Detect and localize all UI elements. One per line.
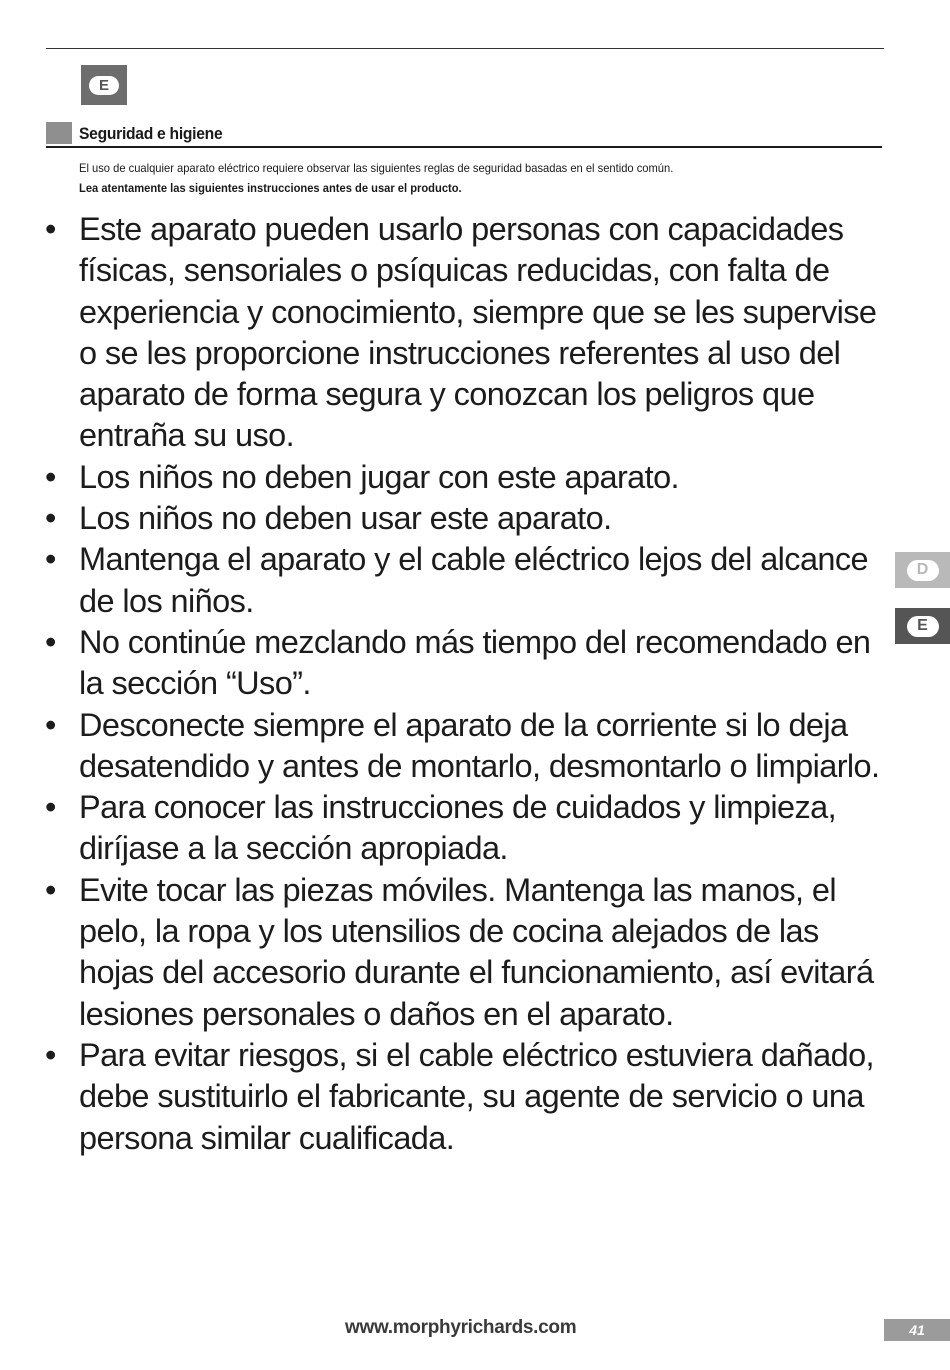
list-item-text: Los niños no deben usar este aparato.	[79, 500, 612, 537]
list-item	[45, 622, 885, 705]
bullet-icon: •	[45, 458, 56, 495]
list-item	[45, 457, 885, 498]
bullet-icon: •	[45, 1036, 56, 1073]
list-item	[45, 209, 885, 457]
list-item-text: Mantenga el aparato y el cable eléctrico lejos del alcance de los niños.	[79, 541, 869, 619]
list-item	[45, 539, 885, 622]
footer-url: www.morphyrichards.com	[345, 1317, 577, 1338]
language-badge	[81, 65, 127, 105]
bullet-icon: •	[45, 541, 56, 578]
list-item	[45, 870, 885, 1035]
list-item	[45, 787, 885, 870]
section-title: Seguridad e higiene	[79, 124, 223, 143]
list-item	[45, 705, 885, 788]
intro-text	[79, 158, 879, 198]
section-header	[46, 122, 882, 146]
list-item-text: No continúe mezclando más tiempo del recomendado en la sección “Uso”.	[79, 623, 871, 702]
bullet-icon: •	[45, 789, 56, 826]
bullet-icon: •	[45, 623, 56, 660]
list-item	[45, 498, 885, 539]
intro-warning-line: Lea atentamente las siguientes instrucciones antes de usar el producto.	[79, 181, 462, 195]
list-item	[45, 1035, 885, 1159]
bullet-icon: •	[45, 871, 56, 908]
list-item-text: Para conocer las instrucciones de cuidados y limpieza, diríjase a la sección apropiada.	[79, 789, 837, 867]
section-marker	[46, 122, 72, 144]
language-tab-e[interactable]	[895, 608, 950, 644]
language-tab-e-label: E	[907, 616, 939, 637]
language-tab-d-label: D	[907, 560, 939, 581]
language-tab-d[interactable]	[895, 552, 950, 588]
list-item-text: Para evitar riesgos, si el cable eléctrico estuviera dañado, debe sustituirlo el fabricante, su agente de servicio o una persona similar cualificada.	[79, 1036, 874, 1156]
section-rule	[46, 146, 882, 148]
language-badge-label: E	[89, 76, 119, 95]
bullet-icon: •	[45, 706, 56, 743]
top-rule	[46, 48, 884, 49]
intro-line: El uso de cualquier aparato eléctrico requiere observar las siguientes reglas de seguridad basadas en el sentido común.	[79, 161, 674, 175]
list-item-text: Evite tocar las piezas móviles. Mantenga las manos, el pelo, la ropa y los utensilios de cocina alejados de las hojas del accesorio durante el funcionamiento, así evitará lesiones personales o daños en el aparato.	[79, 871, 874, 1032]
list-item-text: Desconecte siempre el aparato de la corriente si lo deja desatendido y antes de montarlo, desmontarlo o limpiarlo.	[79, 706, 880, 784]
list-item-text: Los niños no deben jugar con este aparato.	[79, 458, 679, 495]
bullet-icon: •	[45, 500, 56, 537]
list-item-text: Este aparato pueden usarlo personas con capacidades físicas, sensoriales o psíquicas reducidas, con falta de experiencia y conocimiento, siempre que se les supervise o se les proporcione instrucciones referentes al uso del aparato de forma segura y conozcan los peligros que entraña su uso.	[79, 211, 877, 454]
bullet-icon: •	[45, 211, 56, 247]
safety-bullet-list	[45, 209, 885, 1159]
page-number: 41	[884, 1319, 950, 1341]
